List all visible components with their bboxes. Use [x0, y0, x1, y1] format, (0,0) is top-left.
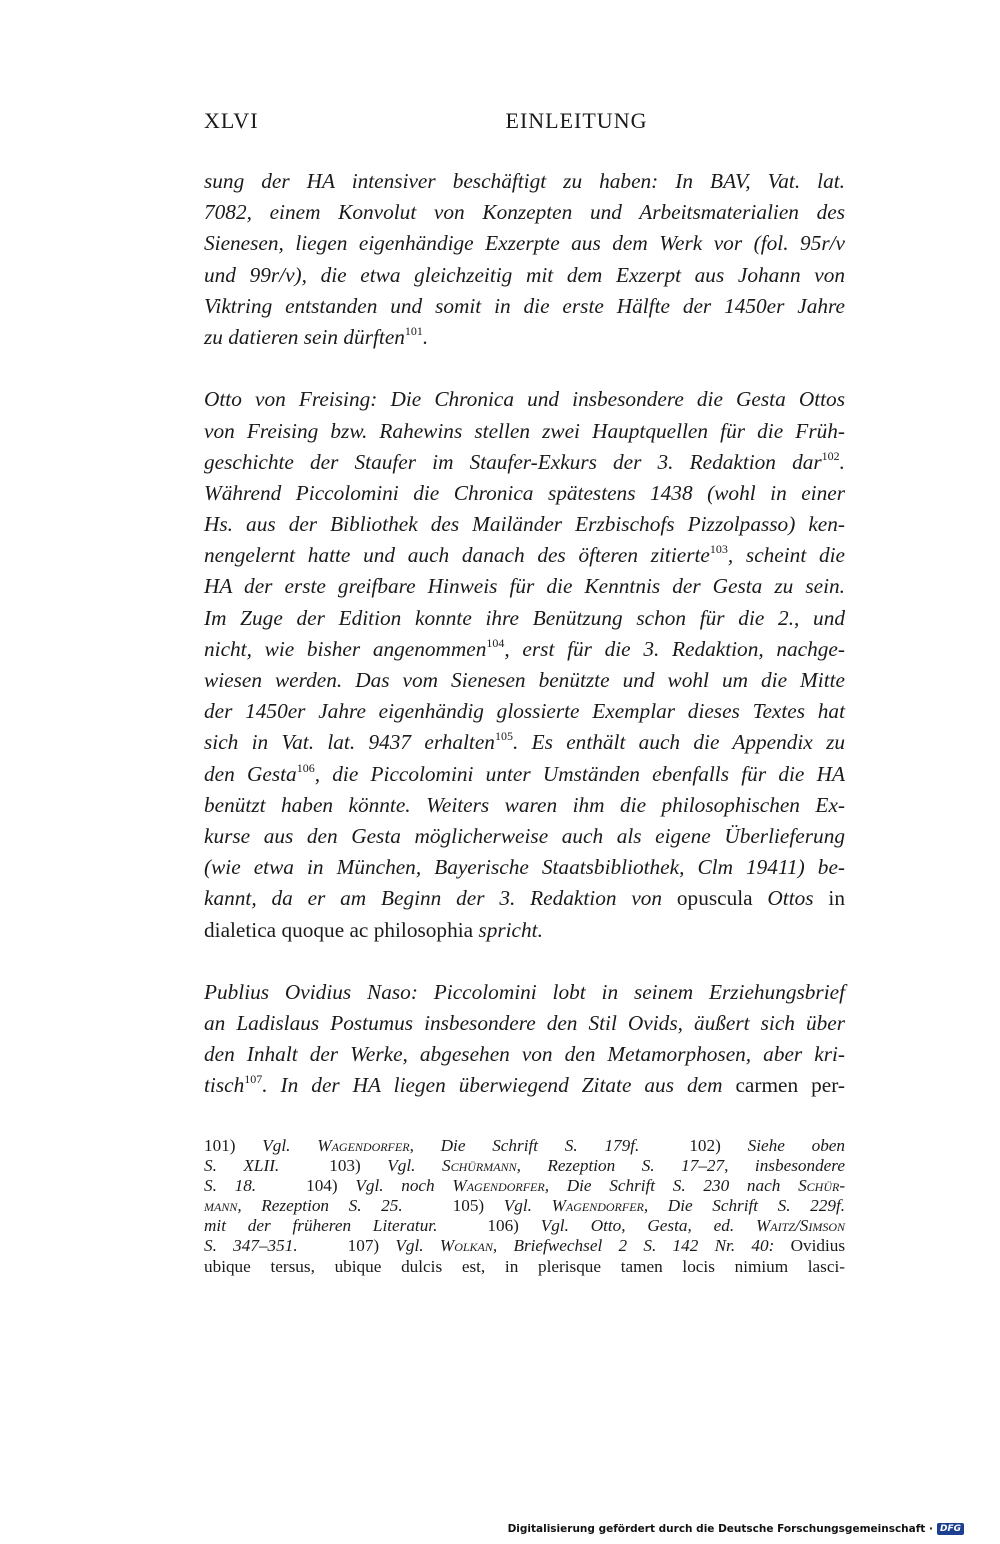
- dfg-logo: DFG: [937, 1523, 964, 1535]
- text-line: [204, 759, 845, 790]
- footnote-ref-105[interactable]: 105: [494, 729, 513, 744]
- text-line: [204, 540, 845, 571]
- text-segment: , die Piccolomini unter Umständen ebenfalls für die HA: [314, 761, 845, 786]
- credit-text: Digitalisierung gefördert durch die Deutsche Forschungsgemeinschaft ·: [507, 1523, 933, 1535]
- footnote-line: [204, 1156, 845, 1176]
- footnote-text: S. 347–351.: [204, 1236, 298, 1256]
- text-line: Publius Ovidius Naso: Piccolomini lobt in seinem Erziehungsbrief: [204, 979, 845, 1004]
- text-line: benützt haben könnte. Weiters waren ihm die philosophischen Ex-: [204, 792, 845, 817]
- footnote-text: mit der früheren Literatur.: [204, 1216, 438, 1236]
- footnote-text: Vgl. Otto, Gesta, ed.: [540, 1216, 735, 1236]
- footnote-text: , Die Schrift S. 230 nach: [544, 1176, 781, 1196]
- text-line: wiesen werden. Das vom Sienesen benützte und wohl um die Mitte: [204, 668, 845, 692]
- author-name: mann: [204, 1196, 238, 1216]
- footnote-text: Vgl.: [395, 1236, 424, 1256]
- text-line: Hs. aus der Bibliothek des Mailänder Erzbischofs Pizzolpasso) ken-: [204, 512, 845, 537]
- text-line: Sienesen, liegen eigenhändige Exzerpte aus dem Werk vor (fol. 95r/v: [204, 231, 845, 256]
- text-segment: .: [422, 324, 429, 349]
- footnote-number-107: 107): [347, 1236, 380, 1256]
- footnote-line: [204, 1196, 845, 1216]
- text-line: kurse aus den Gesta möglicherweise auch als eigene Überlieferung: [204, 823, 845, 848]
- text-line: [204, 915, 845, 946]
- main-text: [204, 166, 845, 1102]
- footnote-line: [204, 1216, 845, 1236]
- text-line: [204, 727, 845, 758]
- footnote-number-101: 101): [204, 1136, 236, 1155]
- text-line: [204, 322, 845, 353]
- text-line: Im Zuge der Edition konnte ihre Benützung schon für die 2., und: [204, 605, 845, 630]
- text-segment: spricht.: [473, 917, 543, 942]
- text-line: (wie etwa in München, Bayerische Staatsbibliothek, Clm 19411) be-: [204, 855, 845, 880]
- paragraph-1: [204, 166, 845, 353]
- text-segment: , scheint die: [727, 543, 845, 568]
- footnote-ref-106[interactable]: 106: [296, 760, 315, 775]
- footnote-ref-107[interactable]: 107: [244, 1072, 263, 1087]
- digitization-credit: [508, 1523, 964, 1535]
- author-name: Wagendorfer: [317, 1136, 410, 1155]
- text-segment: kannt, da er am Beginn der 3. Redaktion von: [204, 886, 677, 911]
- text-line: an Ladislaus Postumus insbesondere den Stil Ovids, äußert sich über: [204, 1011, 845, 1036]
- footnote-text: , Rezeption S. 17–27, insbesondere: [516, 1156, 845, 1176]
- footnote-text: Vgl. noch: [355, 1176, 435, 1196]
- text-line: 7082, einem Konvolut von Konzepten und Arbeitsmaterialien des: [204, 200, 845, 225]
- roman-quote: carmen per-: [735, 1073, 845, 1098]
- footnotes: [204, 1136, 845, 1277]
- paragraph-ovidius-naso: [204, 977, 845, 1102]
- author-name: Schür-: [798, 1176, 846, 1196]
- footnote-ref-104[interactable]: 104: [486, 635, 505, 650]
- text-line: von Freising bzw. Rahewins stellen zwei Hauptquellen für die Früh-: [204, 418, 845, 443]
- paragraph-otto-von-freising: [204, 384, 845, 945]
- text-line: [204, 447, 845, 478]
- footnote-quote: Ovidius: [774, 1236, 846, 1256]
- roman-quote: in: [828, 886, 845, 911]
- text-line: Otto von Freising: Die Chronica und insbesondere die Gesta Ottos: [204, 387, 845, 412]
- author-name: Wagendorfer: [452, 1176, 545, 1196]
- footnote-text: Vgl.: [503, 1196, 532, 1216]
- text-segment: . In der HA liegen überwiegend Zitate aus dem: [262, 1073, 736, 1098]
- running-head: [204, 108, 844, 138]
- text-segment: geschichte der Staufer im Staufer-Exkurs der 3. Redaktion dar: [204, 449, 822, 474]
- text-line: Während Piccolomini die Chronica spätestens 1438 (wohl in einer: [204, 480, 845, 505]
- footnote-text: , Die Schrift S. 179f.: [409, 1136, 640, 1155]
- text-segment: , erst für die 3. Redaktion, nachge-: [504, 636, 845, 661]
- footnote-text: Siehe oben: [747, 1136, 846, 1155]
- author-name: Waitz/Simson: [755, 1216, 845, 1236]
- footnote-text: , Rezeption S. 25.: [237, 1196, 403, 1216]
- text-segment: . Es enthält auch die Appendix zu: [512, 730, 845, 755]
- footnote-text: S. 18.: [204, 1176, 257, 1196]
- text-line: sung der HA intensiver beschäftigt zu haben: In BAV, Vat. lat.: [204, 169, 845, 193]
- text-segment: .: [839, 449, 845, 474]
- text-line: [204, 634, 845, 665]
- text-line: [204, 883, 845, 914]
- footnote-number-106: 106): [487, 1216, 519, 1236]
- footnote-line: ubique tersus, ubique dulcis est, in plerisque tamen locis nimium lasci-: [204, 1256, 845, 1276]
- footnote-number-102: 102): [689, 1136, 721, 1155]
- text-segment: Ottos: [752, 886, 829, 911]
- text-segment: den Gesta: [204, 761, 297, 786]
- footnote-line: [204, 1136, 845, 1156]
- footnote-text: Vgl.: [262, 1136, 291, 1155]
- text-line: Viktring entstanden und somit in die erste Hälfte der 1450er Jahre: [204, 293, 845, 318]
- footnote-number-105: 105): [452, 1196, 485, 1216]
- footnote-line: [204, 1176, 845, 1196]
- author-name: Schürmann: [441, 1156, 517, 1176]
- footnote-number-104: 104): [306, 1176, 338, 1196]
- text-segment: nicht, wie bisher angenommen: [204, 636, 487, 661]
- footnote-ref-103[interactable]: 103: [709, 542, 728, 557]
- footnote-text: S. XLII.: [204, 1156, 280, 1176]
- text-line: und 99r/v), die etwa gleichzeitig mit dem Exzerpt aus Johann von: [204, 262, 845, 287]
- author-name: Wolkan: [439, 1236, 493, 1256]
- text-segment: sich in Vat. lat. 9437 erhalten: [204, 730, 495, 755]
- text-line: den Inhalt der Werke, abgesehen von den Metamorphosen, aber kri-: [204, 1042, 845, 1067]
- text-segment: tisch: [204, 1073, 245, 1098]
- footnote-ref-101[interactable]: 101: [404, 323, 423, 338]
- text-segment: nengelernt hatte und auch danach des öfteren zitierte: [204, 543, 710, 568]
- running-title: EINLEITUNG: [505, 108, 648, 133]
- footnote-line: [204, 1236, 845, 1256]
- page-number: XLVI: [204, 108, 259, 133]
- footnote-ref-102[interactable]: 102: [821, 448, 840, 463]
- text-segment: zu datieren sein dürften: [204, 324, 405, 349]
- footnote-text: Vgl.: [387, 1156, 416, 1176]
- footnote-text: , Briefwechsel 2 S. 142 Nr. 40:: [492, 1236, 775, 1256]
- text-line: der 1450er Jahre eigenhändig glossierte Exemplar dieses Textes hat: [204, 699, 845, 724]
- footnote-number-103: 103): [329, 1156, 361, 1176]
- roman-quote: dialetica quoque ac philosophia: [204, 917, 474, 942]
- author-name: Wagendorfer: [551, 1196, 644, 1216]
- text-line: [204, 1070, 845, 1101]
- roman-quote: opuscula: [676, 886, 753, 911]
- footnote-text: , Die Schrift S. 229f.: [643, 1196, 846, 1216]
- text-line: HA der erste greifbare Hinweis für die Kenntnis der Gesta zu sein.: [204, 574, 845, 599]
